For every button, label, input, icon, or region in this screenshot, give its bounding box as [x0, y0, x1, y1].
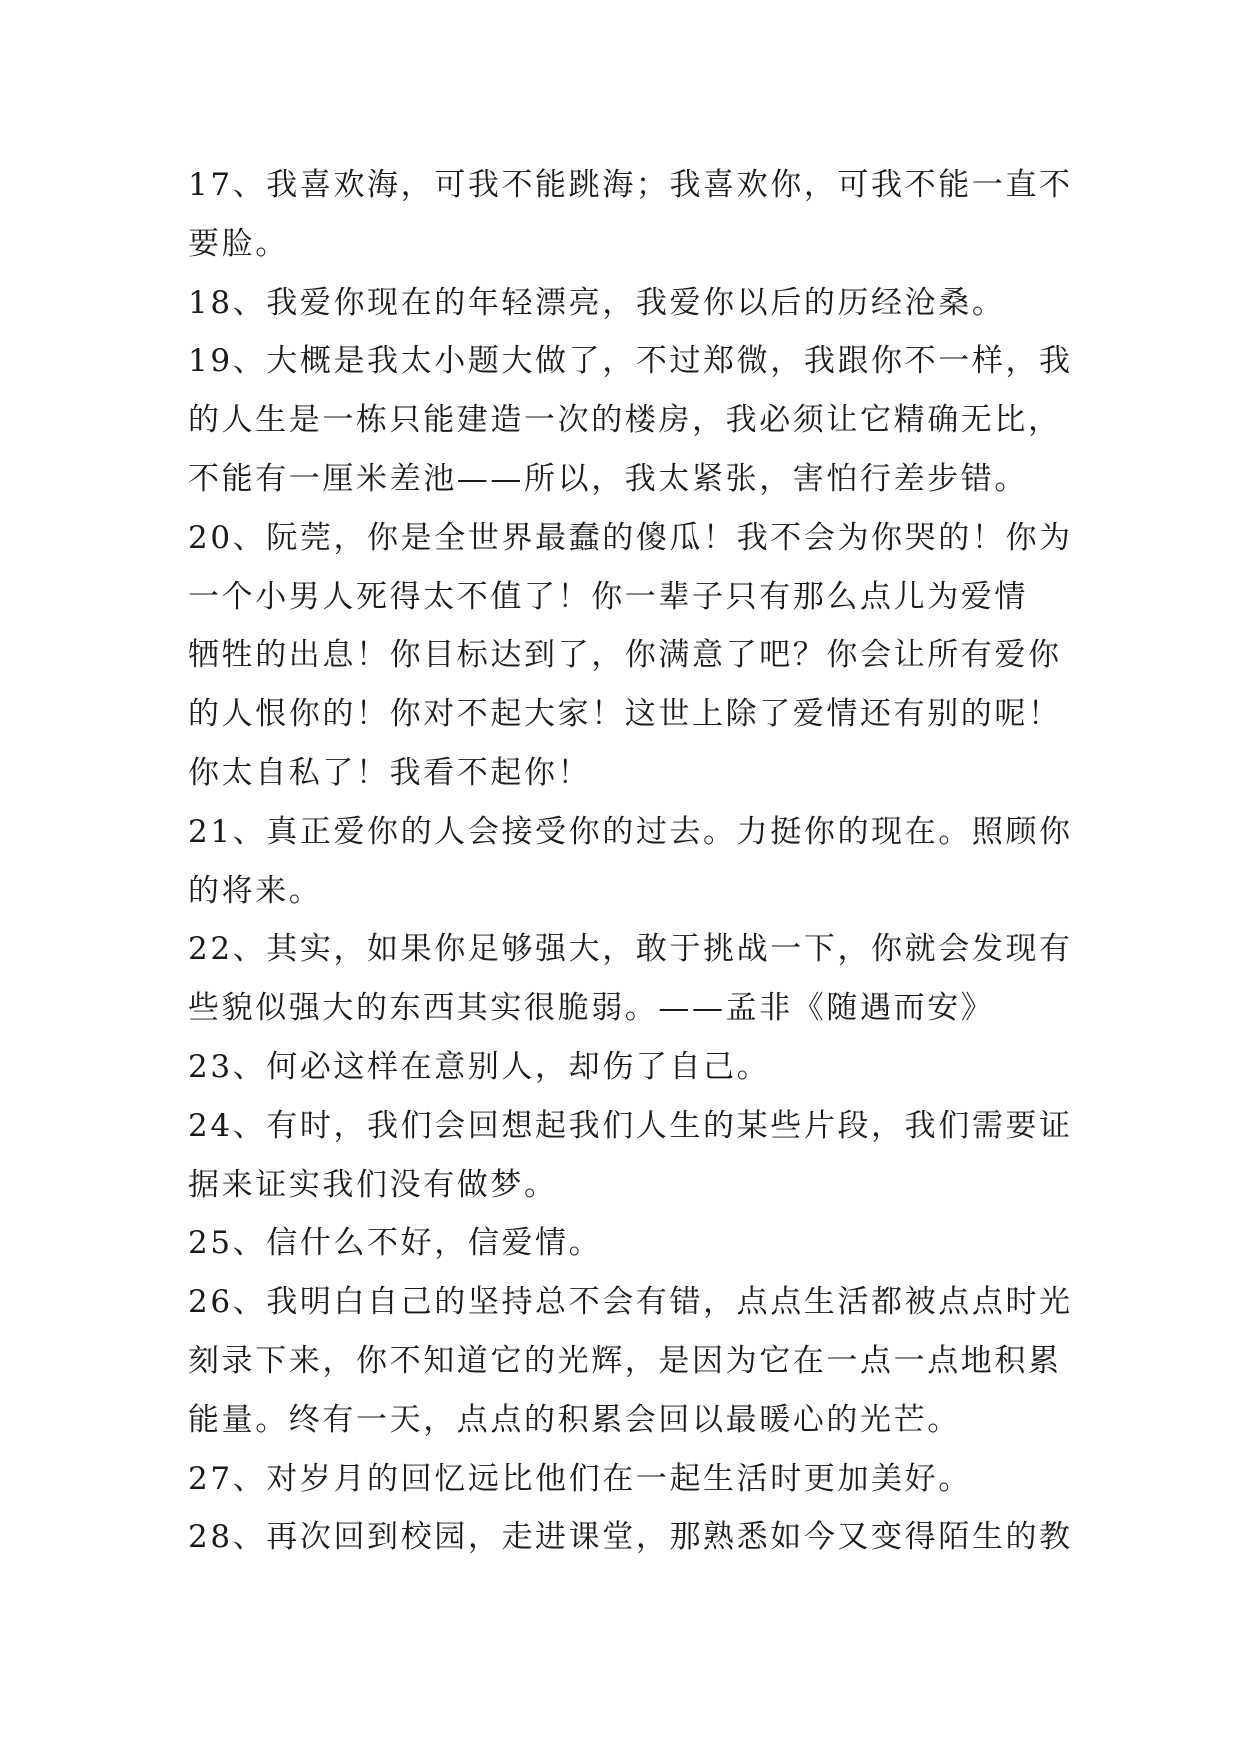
text-line: 20、阮莞，你是全世界最蠢的傻瓜！我不会为你哭的！你为: [188, 519, 1073, 556]
text-line: 22、其实，如果你足够强大，敢于挑战一下，你就会发现有: [188, 931, 1073, 968]
text-line: 的将来。: [188, 872, 323, 909]
text-line: 要脸。: [188, 225, 289, 262]
text-line: 24、有时，我们会回想起我们人生的某些片段，我们需要证: [188, 1107, 1073, 1144]
text-line: 23、何必这样在意别人，却伤了自己。: [188, 1048, 771, 1085]
text-line: 21、真正爱你的人会接受你的过去。力挺你的现在。照顾你: [188, 813, 1073, 850]
text-line: 17、我喜欢海，可我不能跳海；我喜欢你，可我不能一直不: [188, 167, 1073, 203]
text-line: 26、我明白自己的坚持总不会有错，点点生活都被点点时光: [188, 1284, 1073, 1321]
text-line: 27、对岁月的回忆远比他们在一起生活时更加美好。: [188, 1460, 972, 1497]
text-line: 刻录下来，你不知道它的光辉，是因为它在一点一点地积累: [188, 1342, 1062, 1379]
text-line: 的人恨你的！你对不起大家！这世上除了爱情还有别的呢！: [188, 696, 1062, 733]
text-line: 的人生是一栋只能建造一次的楼房，我必须让它精确无比，: [188, 402, 1062, 439]
text-line: 25、信什么不好，信爱情。: [188, 1225, 603, 1262]
text-line: 你太自私了！我看不起你！: [188, 754, 592, 791]
text-line: 一个小男人死得太不值了！你一辈子只有那么点儿为爱情: [188, 578, 1028, 615]
text-line: 些貌似强大的东西其实很脆弱。——孟非《随遇而安》: [188, 990, 995, 1027]
text-line: 牺牲的出息！你目标达到了，你满意了吧？你会让所有爱你: [188, 637, 1062, 674]
text-line: 18、我爱你现在的年轻漂亮，我爱你以后的历经沧桑。: [188, 284, 1006, 321]
document-body: [188, 156, 1073, 1567]
text-line: 据来证实我们没有做梦。: [188, 1166, 558, 1203]
text-line: 28、再次回到校园，走进课堂，那熟悉如今又变得陌生的教: [188, 1519, 1073, 1556]
text-line: 19、大概是我太小题大做了，不过郑微，我跟你不一样，我: [188, 343, 1073, 380]
text-line: 能量。终有一天，点点的积累会回以最暖心的光芒。: [188, 1401, 961, 1438]
text-line: 不能有一厘米差池——所以，我太紧张，害怕行差步错。: [188, 460, 1028, 497]
